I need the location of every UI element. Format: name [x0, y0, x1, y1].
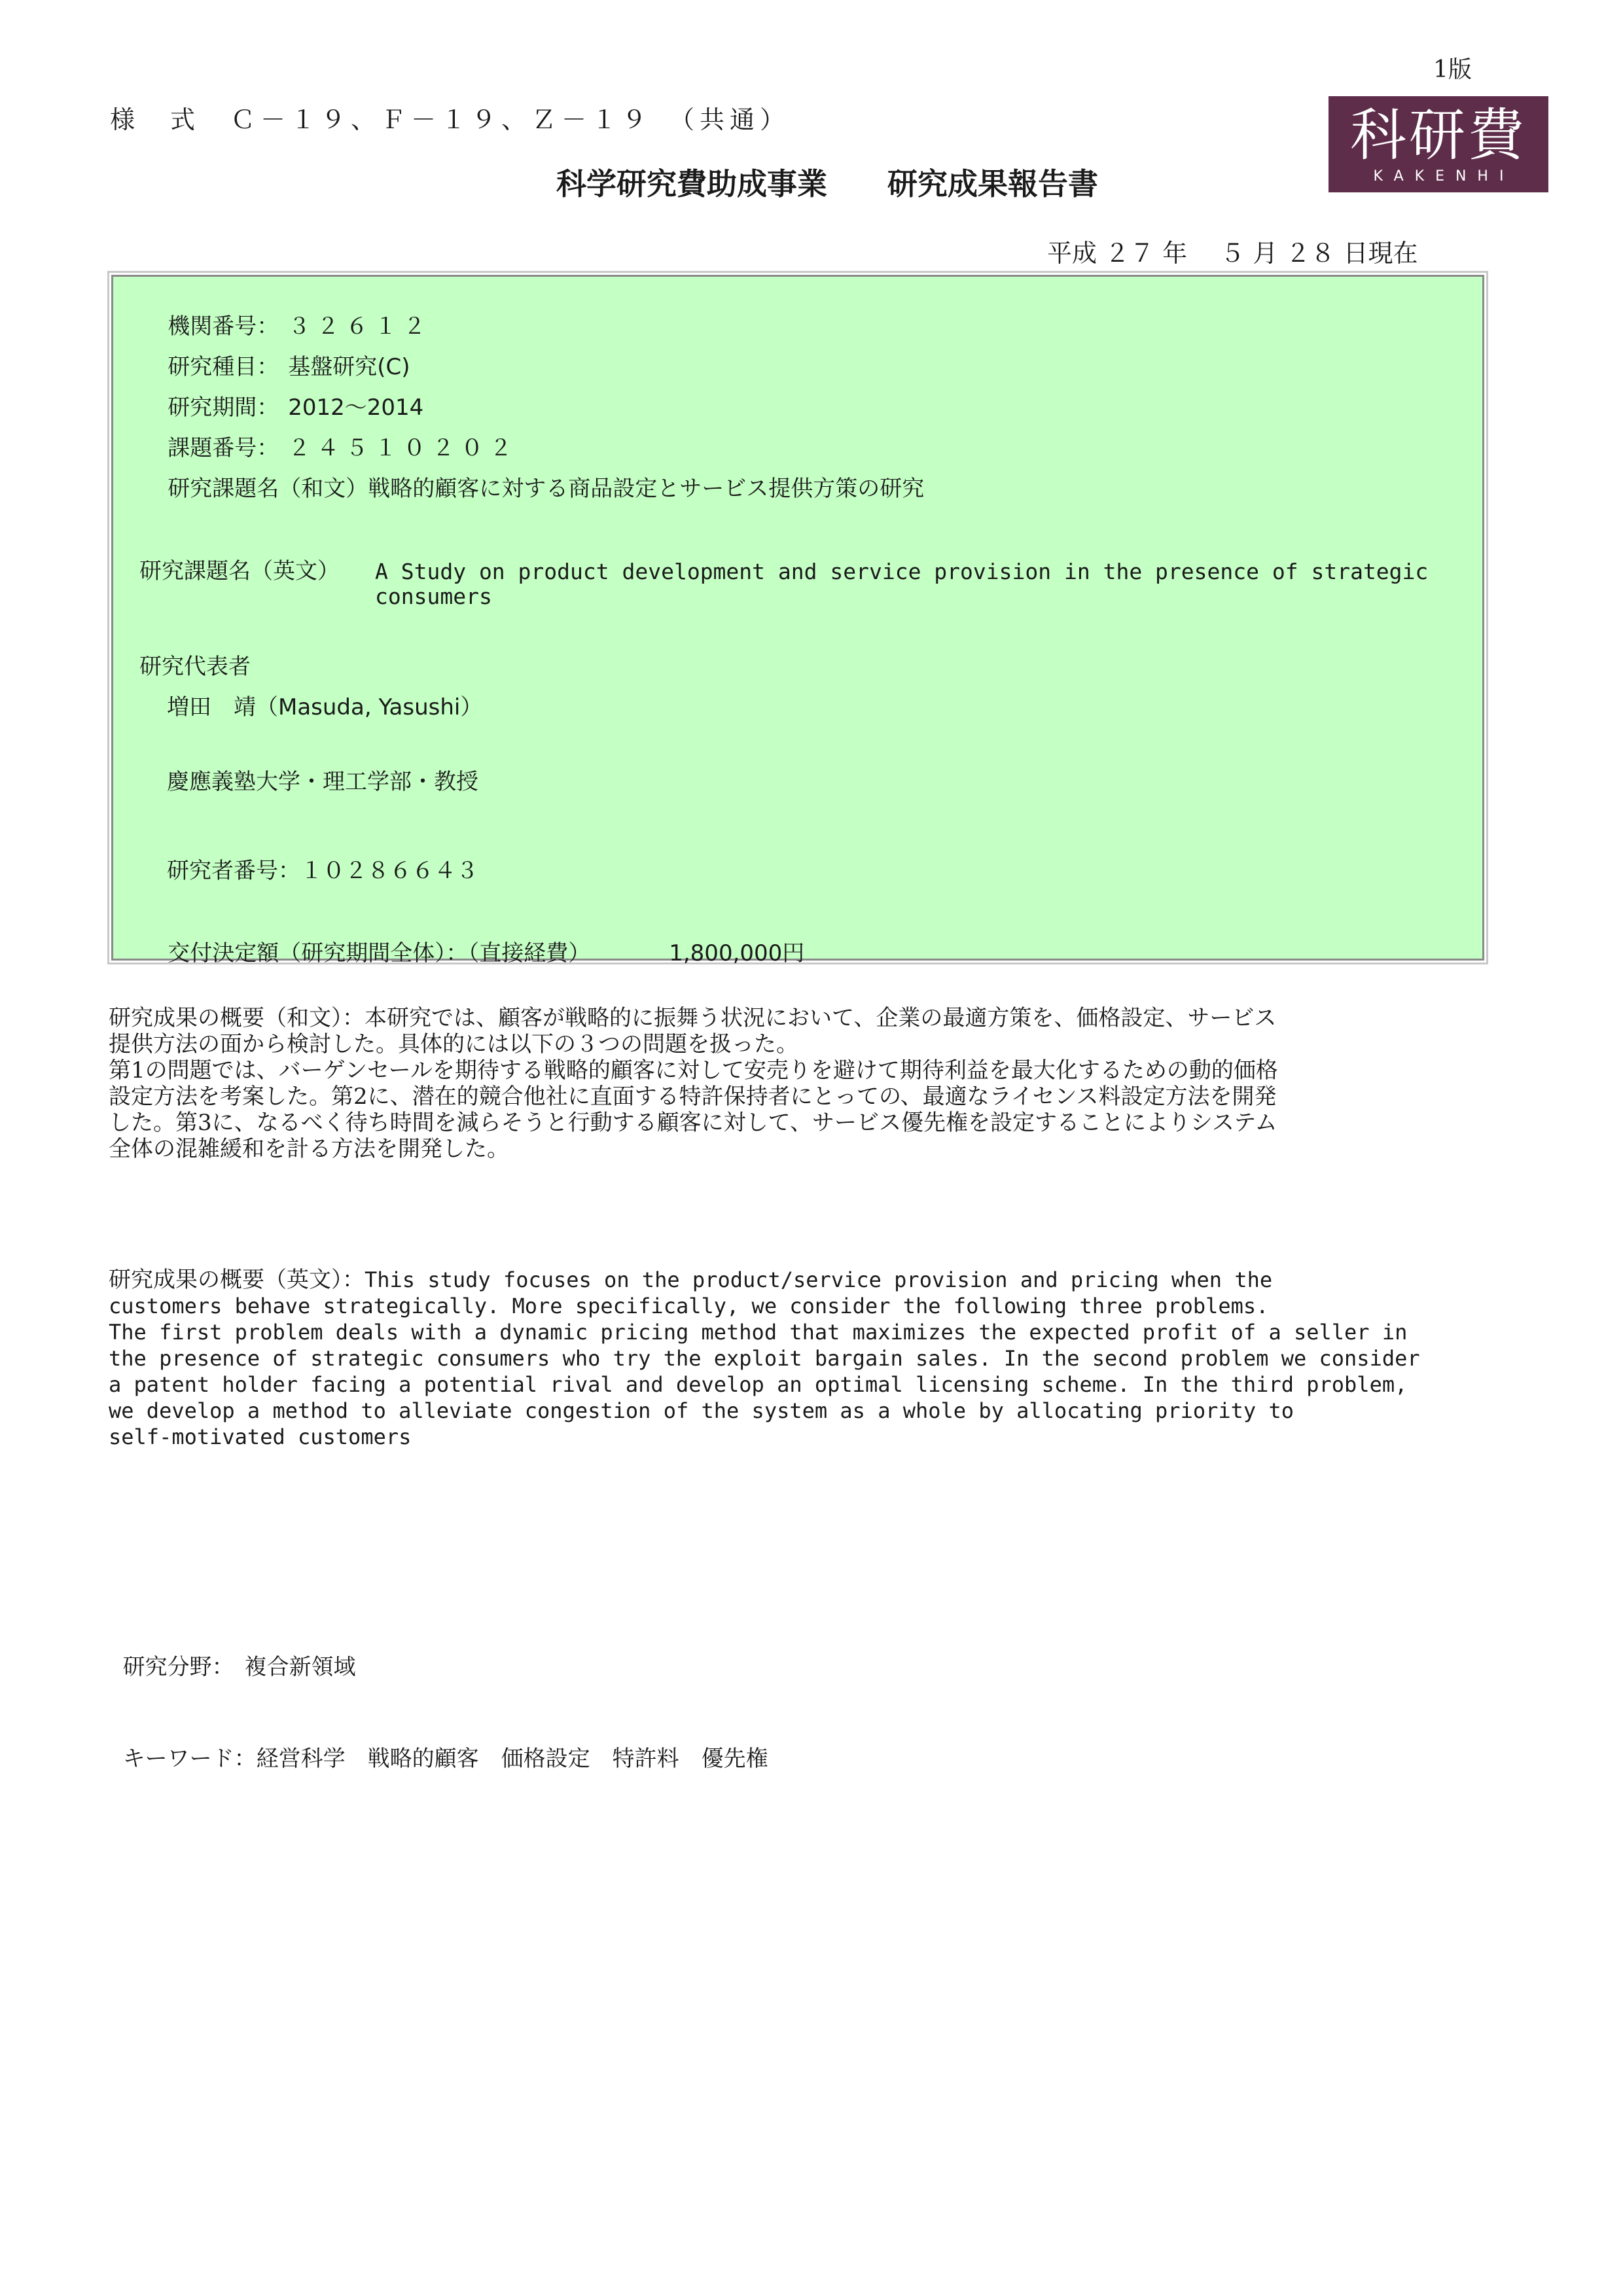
- researcher-number: 研究者番号：１０２８６６４３: [167, 858, 478, 884]
- research-field-value: 複合新領域: [244, 1654, 356, 1680]
- grant-row: [139, 914, 804, 993]
- summary-en: [109, 1267, 1420, 1450]
- summary-en-first-line: This study focuses on the product/service provision and pricing when the: [365, 1267, 1273, 1292]
- summary-ja-line: 第1の問題では、バーゲンセールを期待する戦略的顧客に対して安売りを避けて期待利益を最大化するための動的価格: [109, 1057, 1278, 1084]
- category-value: 基盤研究(C): [288, 354, 410, 380]
- category-label: 研究種目：: [168, 354, 279, 380]
- summary-ja: [109, 1005, 1278, 1162]
- summary-en-label: 研究成果の概要（英文）：: [109, 1267, 365, 1293]
- kakenhi-logo: [1329, 96, 1548, 192]
- summary-en-line: we develop a method to alleviate congestion of the system as a whole by allocating priority to: [109, 1398, 1294, 1423]
- institution-label: 機関番号：: [168, 313, 279, 340]
- keywords-label: キーワード：: [122, 1746, 257, 1772]
- form-code: 様 式 Ｃ－１９、Ｆ－１９、Ｚ－１９ （共通）: [110, 105, 791, 134]
- keywords-value: 経営科学 戦略的顧客 価格設定 特許料 優先権: [256, 1746, 768, 1772]
- version-label: 1版: [1433, 56, 1472, 83]
- summary-en-line: [109, 1267, 1420, 1293]
- summary-en-line: the presence of strategic consumers who try the exploit bargain sales. In the second problem we consider: [109, 1346, 1420, 1371]
- grant-label: 交付決定額（研究期間全体）：（直接経費）: [168, 940, 591, 966]
- summary-ja-line: 研究成果の概要（和文）：本研究では、顧客が戦略的に振舞う状況において、企業の最適方策を、価格設定、サービス: [109, 1005, 1277, 1031]
- period-value: 2012～2014: [288, 395, 424, 421]
- institution-value: ３２６１２: [288, 313, 433, 340]
- title-en-line-1: A Study on product development and service provision in the presence of strategic: [375, 559, 1429, 584]
- title-ja-row: [139, 450, 924, 528]
- summary-ja-line: 設定方法を考案した。第2に、潜在的競合他社に直面する特許保持者にとっての、最適なライセンス料設定方法を開発: [109, 1084, 1277, 1110]
- summary-ja-line: 提供方法の面から検討した。具体的には以下の３つの問題を扱った。: [109, 1031, 798, 1057]
- research-field: [109, 1628, 356, 1680]
- affiliation: 慶應義塾大学・理工学部・教授: [167, 769, 478, 795]
- summary-en-line: The first problem deals with a dynamic pricing method that maximizes the expected profit of a seller in: [109, 1320, 1408, 1345]
- representative-label: 研究代表者: [139, 654, 251, 680]
- summary-en-line: customers behave strategically. More specifically, we consider the following three problems.: [109, 1294, 1269, 1318]
- representative-name: 増田 靖（Masuda, Yasushi）: [167, 694, 483, 720]
- report-title: 科学研究費助成事業 研究成果報告書: [556, 166, 1098, 202]
- grant-value: 1,800,000円: [669, 940, 805, 966]
- logo-kanji: 科研費: [1350, 103, 1527, 168]
- summary-en-line: a patent holder facing a potential rival and develop an optimal licensing scheme. In the third problem,: [109, 1372, 1408, 1397]
- title-en-label: 研究課題名（英文）: [139, 558, 340, 584]
- title-ja-label: 研究課題名（和文）: [168, 476, 368, 502]
- project-info-box: [111, 275, 1484, 966]
- title-en-line-2: consumers: [375, 584, 492, 609]
- research-field-label: 研究分野：: [122, 1654, 234, 1680]
- summary-ja-line: 全体の混雑緩和を計る方法を開発した。: [109, 1136, 509, 1162]
- logo-roman: KAKENHI: [1373, 168, 1515, 185]
- report-date: 平成 ２７ 年 ５ 月 ２８ 日現在: [1047, 239, 1418, 268]
- keywords: [109, 1720, 768, 1772]
- period-label: 研究期間：: [168, 395, 279, 421]
- summary-ja-line: した。第3に、なるべく待ち時間を減らそうと行動する顧客に対して、サービス優先権を設定することによりシステム: [109, 1110, 1277, 1136]
- project-number-label: 課題番号：: [168, 435, 279, 461]
- summary-en-line: self-motivated customers: [109, 1424, 412, 1449]
- project-number-value: ２４５１０２０２: [288, 435, 519, 461]
- title-ja-value: 戦略的顧客に対する商品設定とサービス提供方策の研究: [368, 476, 925, 502]
